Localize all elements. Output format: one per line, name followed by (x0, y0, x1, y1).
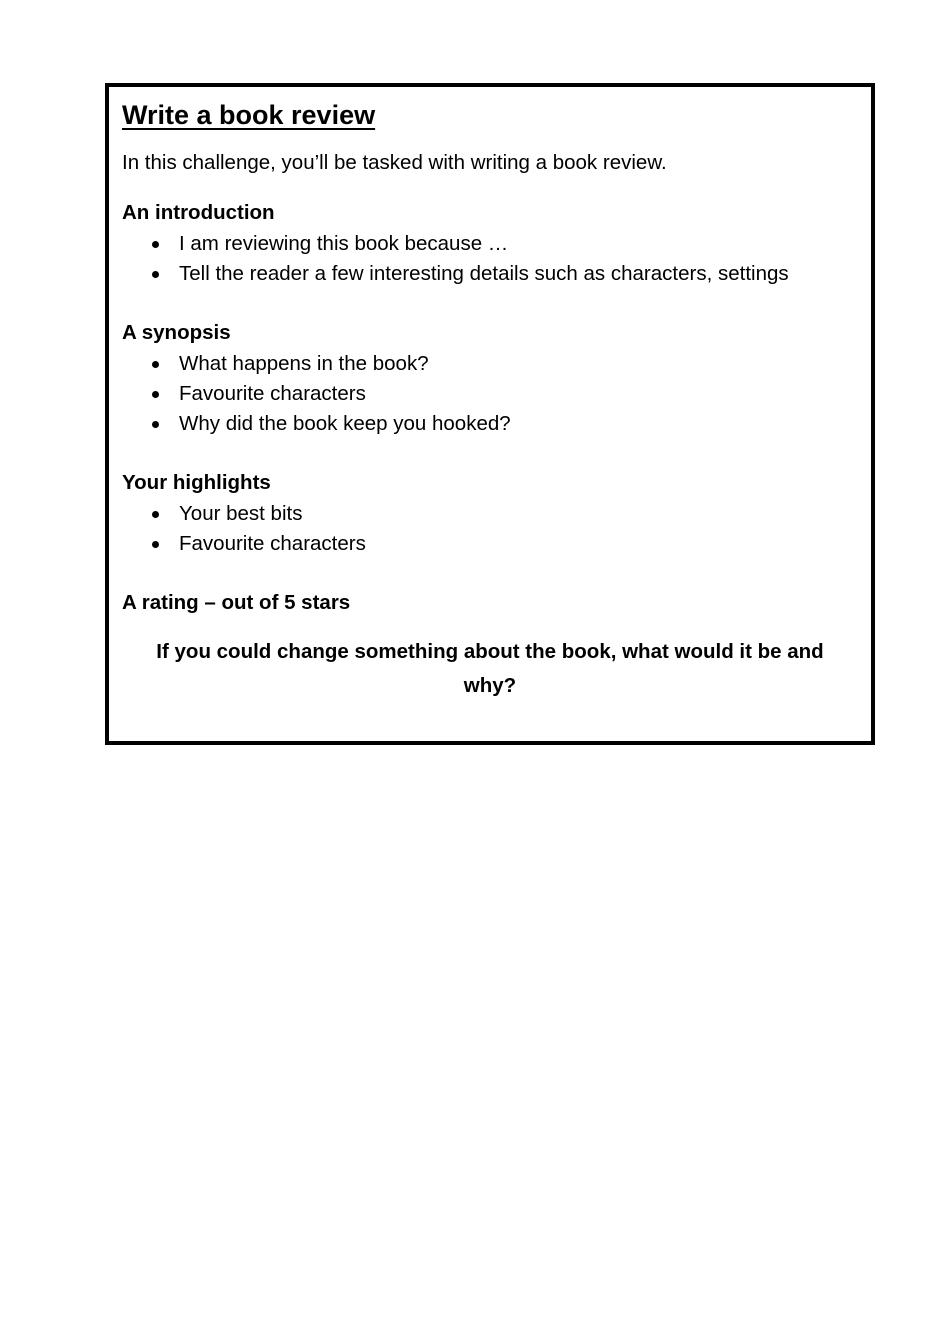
bullet-list (122, 229, 858, 289)
section-heading: Your highlights (122, 471, 271, 494)
closing-question: If you could change something about the book, what would it be and why? (156, 640, 824, 697)
list-item: Your best bits (122, 499, 858, 529)
bullet-list (122, 349, 858, 439)
bullet-list (122, 499, 858, 559)
section-heading: A synopsis (122, 321, 231, 344)
section-heading: An introduction (122, 201, 275, 224)
page-title: Write a book review (122, 100, 376, 130)
section-introduction (122, 199, 858, 289)
list-item: Tell the reader a few interesting details such as characters, settings (122, 259, 858, 289)
section-synopsis (122, 319, 858, 439)
review-task-card (105, 83, 875, 745)
list-item: Favourite characters (122, 529, 858, 559)
list-item: I am reviewing this book because … (122, 229, 858, 259)
rating-heading: A rating – out of 5 stars (122, 591, 351, 614)
section-highlights (122, 469, 858, 559)
list-item: What happens in the book? (122, 349, 858, 379)
intro-text: In this challenge, you’ll be tasked with writing a book review. (122, 151, 667, 174)
list-item: Favourite characters (122, 379, 858, 409)
list-item: Why did the book keep you hooked? (122, 409, 858, 439)
